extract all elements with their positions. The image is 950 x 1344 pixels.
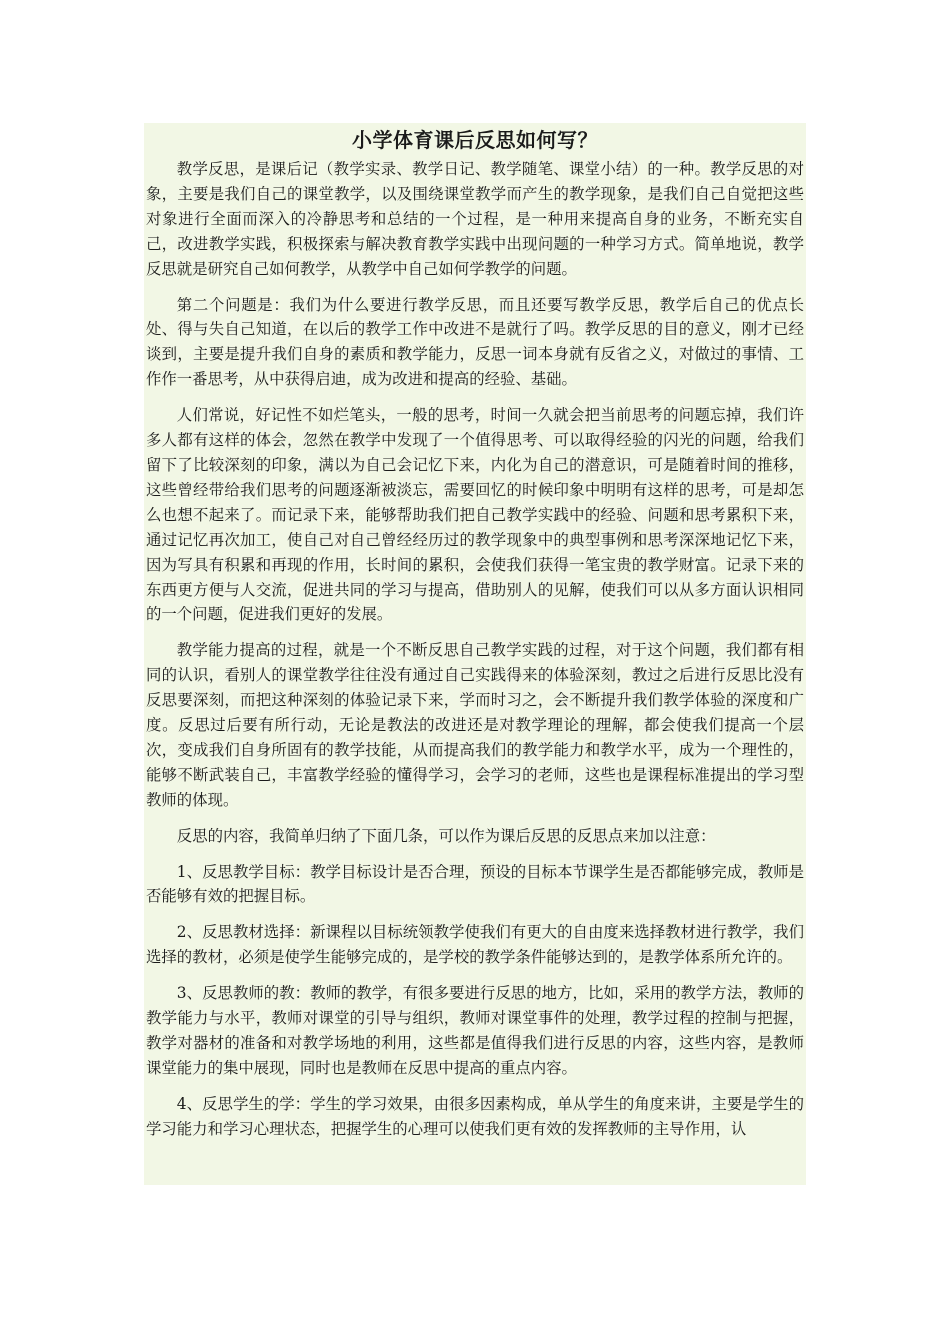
document-title: 小学体育课后反思如何写？ bbox=[352, 128, 598, 152]
paragraph-ability: 教学能力提高的过程，就是一个不断反思自己教学实践的过程，对于这个问题，我们都有相同的认识，看别人的课堂教学往往没有通过自己实践得来的体验深刻，教过之后进行反思比没有反思要深刻，而把这种深刻的体验记录下来，学而时习之，会不断提升我们教学体验的深度和广度。反思过后要有所行动，无论是教法的改进还是对教学理论的理解，都会使我们提高一个层次，变成我们自身所固有的教学技能，从而提高我们的教学能力和教学水平，成为一个理性的，能够不断武装自己，丰富教学经验的懂得学习，会学习的老师，这些也是课程标准提出的学习型教师的体现。 bbox=[146, 641, 804, 809]
paragraph-why-reflect: 第二个问题是：我们为什么要进行教学反思，而且还要写教学反思，教学后自己的优点长处、得与失自己知道，在以后的教学工作中改进不是就行了吗。教学反思的目的意义，刚才已经谈到，主要是提升我们自身的素质和教学能力，反思一词本身就有反省之义，对做过的事情、工作作一番思考，从中获得启迪，成为改进和提高的经验、基础。 bbox=[146, 295, 804, 389]
paragraph-item-3: 3、反思教师的教：教师的教学，有很多要进行反思的地方，比如，采用的教学方法，教师的教学能力与水平，教师对课堂的引导与组织，教师对课堂事件的处理，教学过程的控制与把握，教学对器材的准备和对教学场地的利用，这些都是值得我们进行反思的内容，这些内容，是教师课堂能力的集中展现，同时也是教师在反思中提高的重点内容。 bbox=[146, 984, 804, 1077]
paragraph-recording: 人们常说，好记性不如烂笔头，一般的思考，时间一久就会把当前思考的问题忘掉，我们许多人都有这样的体会，忽然在教学中发现了一个值得思考、可以取得经验的闪光的问题，给我们留下了比较深刻的印象，满以为自己会记忆下来，内化为自己的潜意识，可是随着时间的推移，这些曾经带给我们思考的问题逐渐被淡忘，需要回忆的时候印象中明明有这样的思考，可是却怎么也想不起来了。而记录下来，能够帮助我们把自己教学实践中的经验、问题和思考累积下来，通过记忆再次加工，使自己对自己曾经经历过的教学现象中的典型事例和思考深深地记忆下来，因为写具有积累和再现的作用，长时间的累积，会使我们获得一笔宝贵的教学财富。记录下来的东西更方便与人交流，促进共同的学习与提高，借助别人的见解，使我们可以从多方面认识相同的一个问题，促进我们更好的发展。 bbox=[146, 406, 804, 624]
document-body bbox=[144, 123, 806, 1185]
paragraph-item-2: 2、反思教材选择：新课程以目标统领教学使我们有更大的自由度来选择教材进行教学，我们选择的教材，必须是使学生能够完成的，是学校的教学条件能够达到的，是教学体系所允许的。 bbox=[146, 923, 804, 967]
paragraph-definition: 教学反思，是课后记（教学实录、教学日记、教学随笔、课堂小结）的一种。教学反思的对象，主要是我们自己的课堂教学，以及围绕课堂教学而产生的教学现象，是我们自己自觉把这些对象进行全面而深入的冷静思考和总结的一个过程，是一种用来提高自身的业务，不断充实自己，改进教学实践，积极探索与解决教育教学实践中出现问题的一种学习方式。简单地说，教学反思就是研究自己如何教学，从教学中自己如何学教学的问题。 bbox=[146, 160, 804, 278]
paragraph-content-intro: 反思的内容，我简单归纳了下面几条，可以作为课后反思的反思点来加以注意： bbox=[176, 826, 716, 845]
paragraph-item-4: 4、反思学生的学：学生的学习效果，由很多因素构成，单从学生的角度来讲，主要是学生的学习能力和学习心理状态，把握学生的心理可以使我们更有效的发挥教师的主导作用，认 bbox=[146, 1094, 804, 1138]
paragraph-item-1: 1、反思教学目标：教学目标设计是否合理，预设的目标本节课学生是否都能够完成，教师是否能够有效的把握目标。 bbox=[146, 862, 804, 906]
paragraph-list bbox=[144, 157, 806, 1142]
